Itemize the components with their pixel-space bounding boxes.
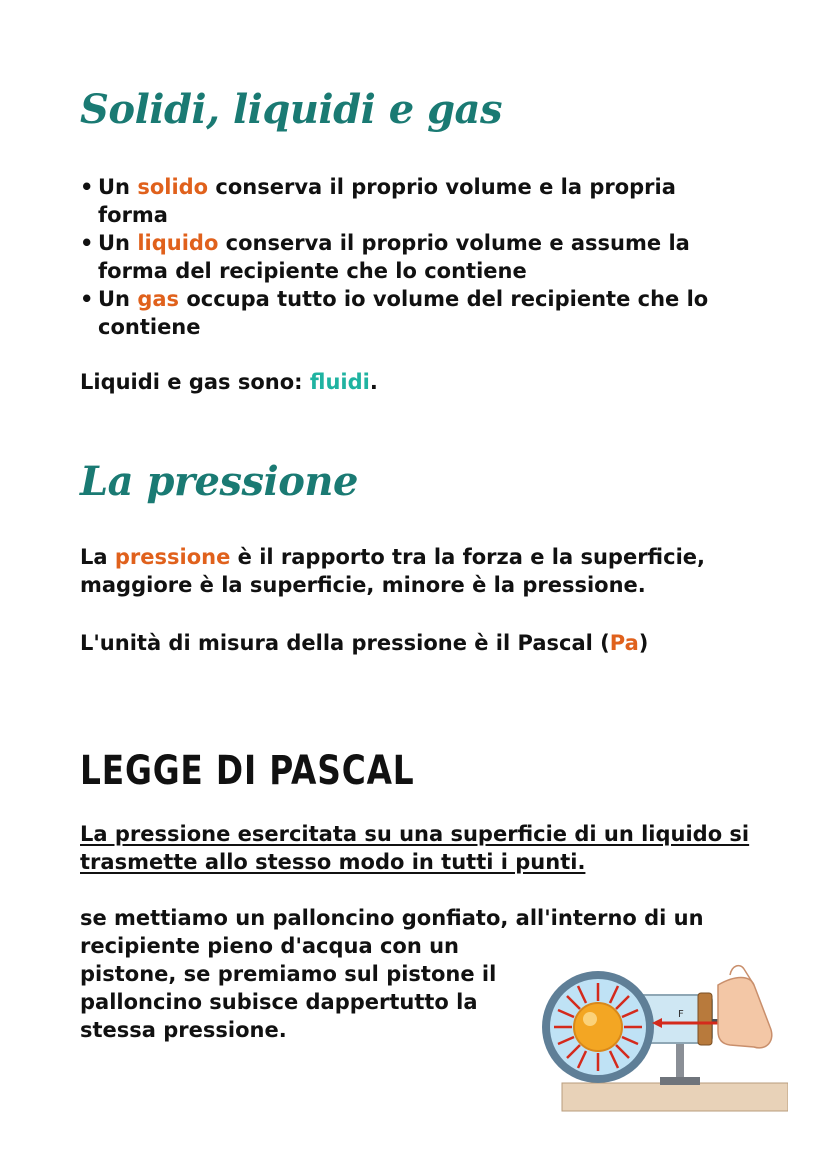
term-gas: gas bbox=[137, 287, 180, 311]
force-label: F bbox=[678, 1009, 684, 1020]
section-title-pascal-law: LEGGE DI PASCAL bbox=[80, 748, 415, 794]
term-pressure: pressione bbox=[114, 545, 231, 569]
balloon bbox=[574, 1003, 622, 1051]
piston-head bbox=[698, 993, 712, 1045]
term-pascal-unit: Pa bbox=[609, 631, 639, 655]
hand-icon bbox=[718, 978, 772, 1048]
fluids-sentence: Liquidi e gas sono: fluidi. bbox=[80, 370, 378, 394]
bullet-solid: • Un solido conserva il proprio volume e la propria forma bbox=[80, 173, 720, 229]
bullet-liquid: • Un liquido conserva il proprio volume e assume la forma del recipiente che lo contiene bbox=[80, 229, 720, 285]
example-text-line1: se mettiamo un palloncino gonfiato, all'interno di un bbox=[80, 906, 704, 930]
balloon-piston-illustration bbox=[540, 955, 788, 1115]
term-solid: solido bbox=[137, 175, 209, 199]
section-title-pressure: La pressione bbox=[80, 458, 358, 505]
pressure-definition: La pressione è il rapporto tra la forza e la superficie, maggiore è la superficie, minore è la pressione. bbox=[80, 545, 705, 597]
wooden-base bbox=[562, 1083, 788, 1111]
states-bullet-list bbox=[80, 173, 720, 341]
example-text-rest: recipiente pieno d'acqua con un pistone, se premiamo sul pistone il palloncino subisce dappertutto la stessa pressione. bbox=[80, 934, 497, 1042]
term-fluids: fluidi bbox=[309, 370, 370, 394]
pressure-unit: L'unità di misura della pressione è il Pascal (Pa) bbox=[80, 631, 649, 655]
term-liquid: liquido bbox=[137, 231, 219, 255]
pascal-law-statement: La pressione esercitata su una superficie di un liquido si trasmette allo stesso modo in tutti i punti. bbox=[80, 822, 750, 874]
stand-foot bbox=[660, 1077, 700, 1085]
section-title-states: Solidi, liquidi e gas bbox=[80, 86, 502, 133]
bullet-gas: • Un gas occupa tutto io volume del recipiente che lo contiene bbox=[80, 285, 720, 341]
